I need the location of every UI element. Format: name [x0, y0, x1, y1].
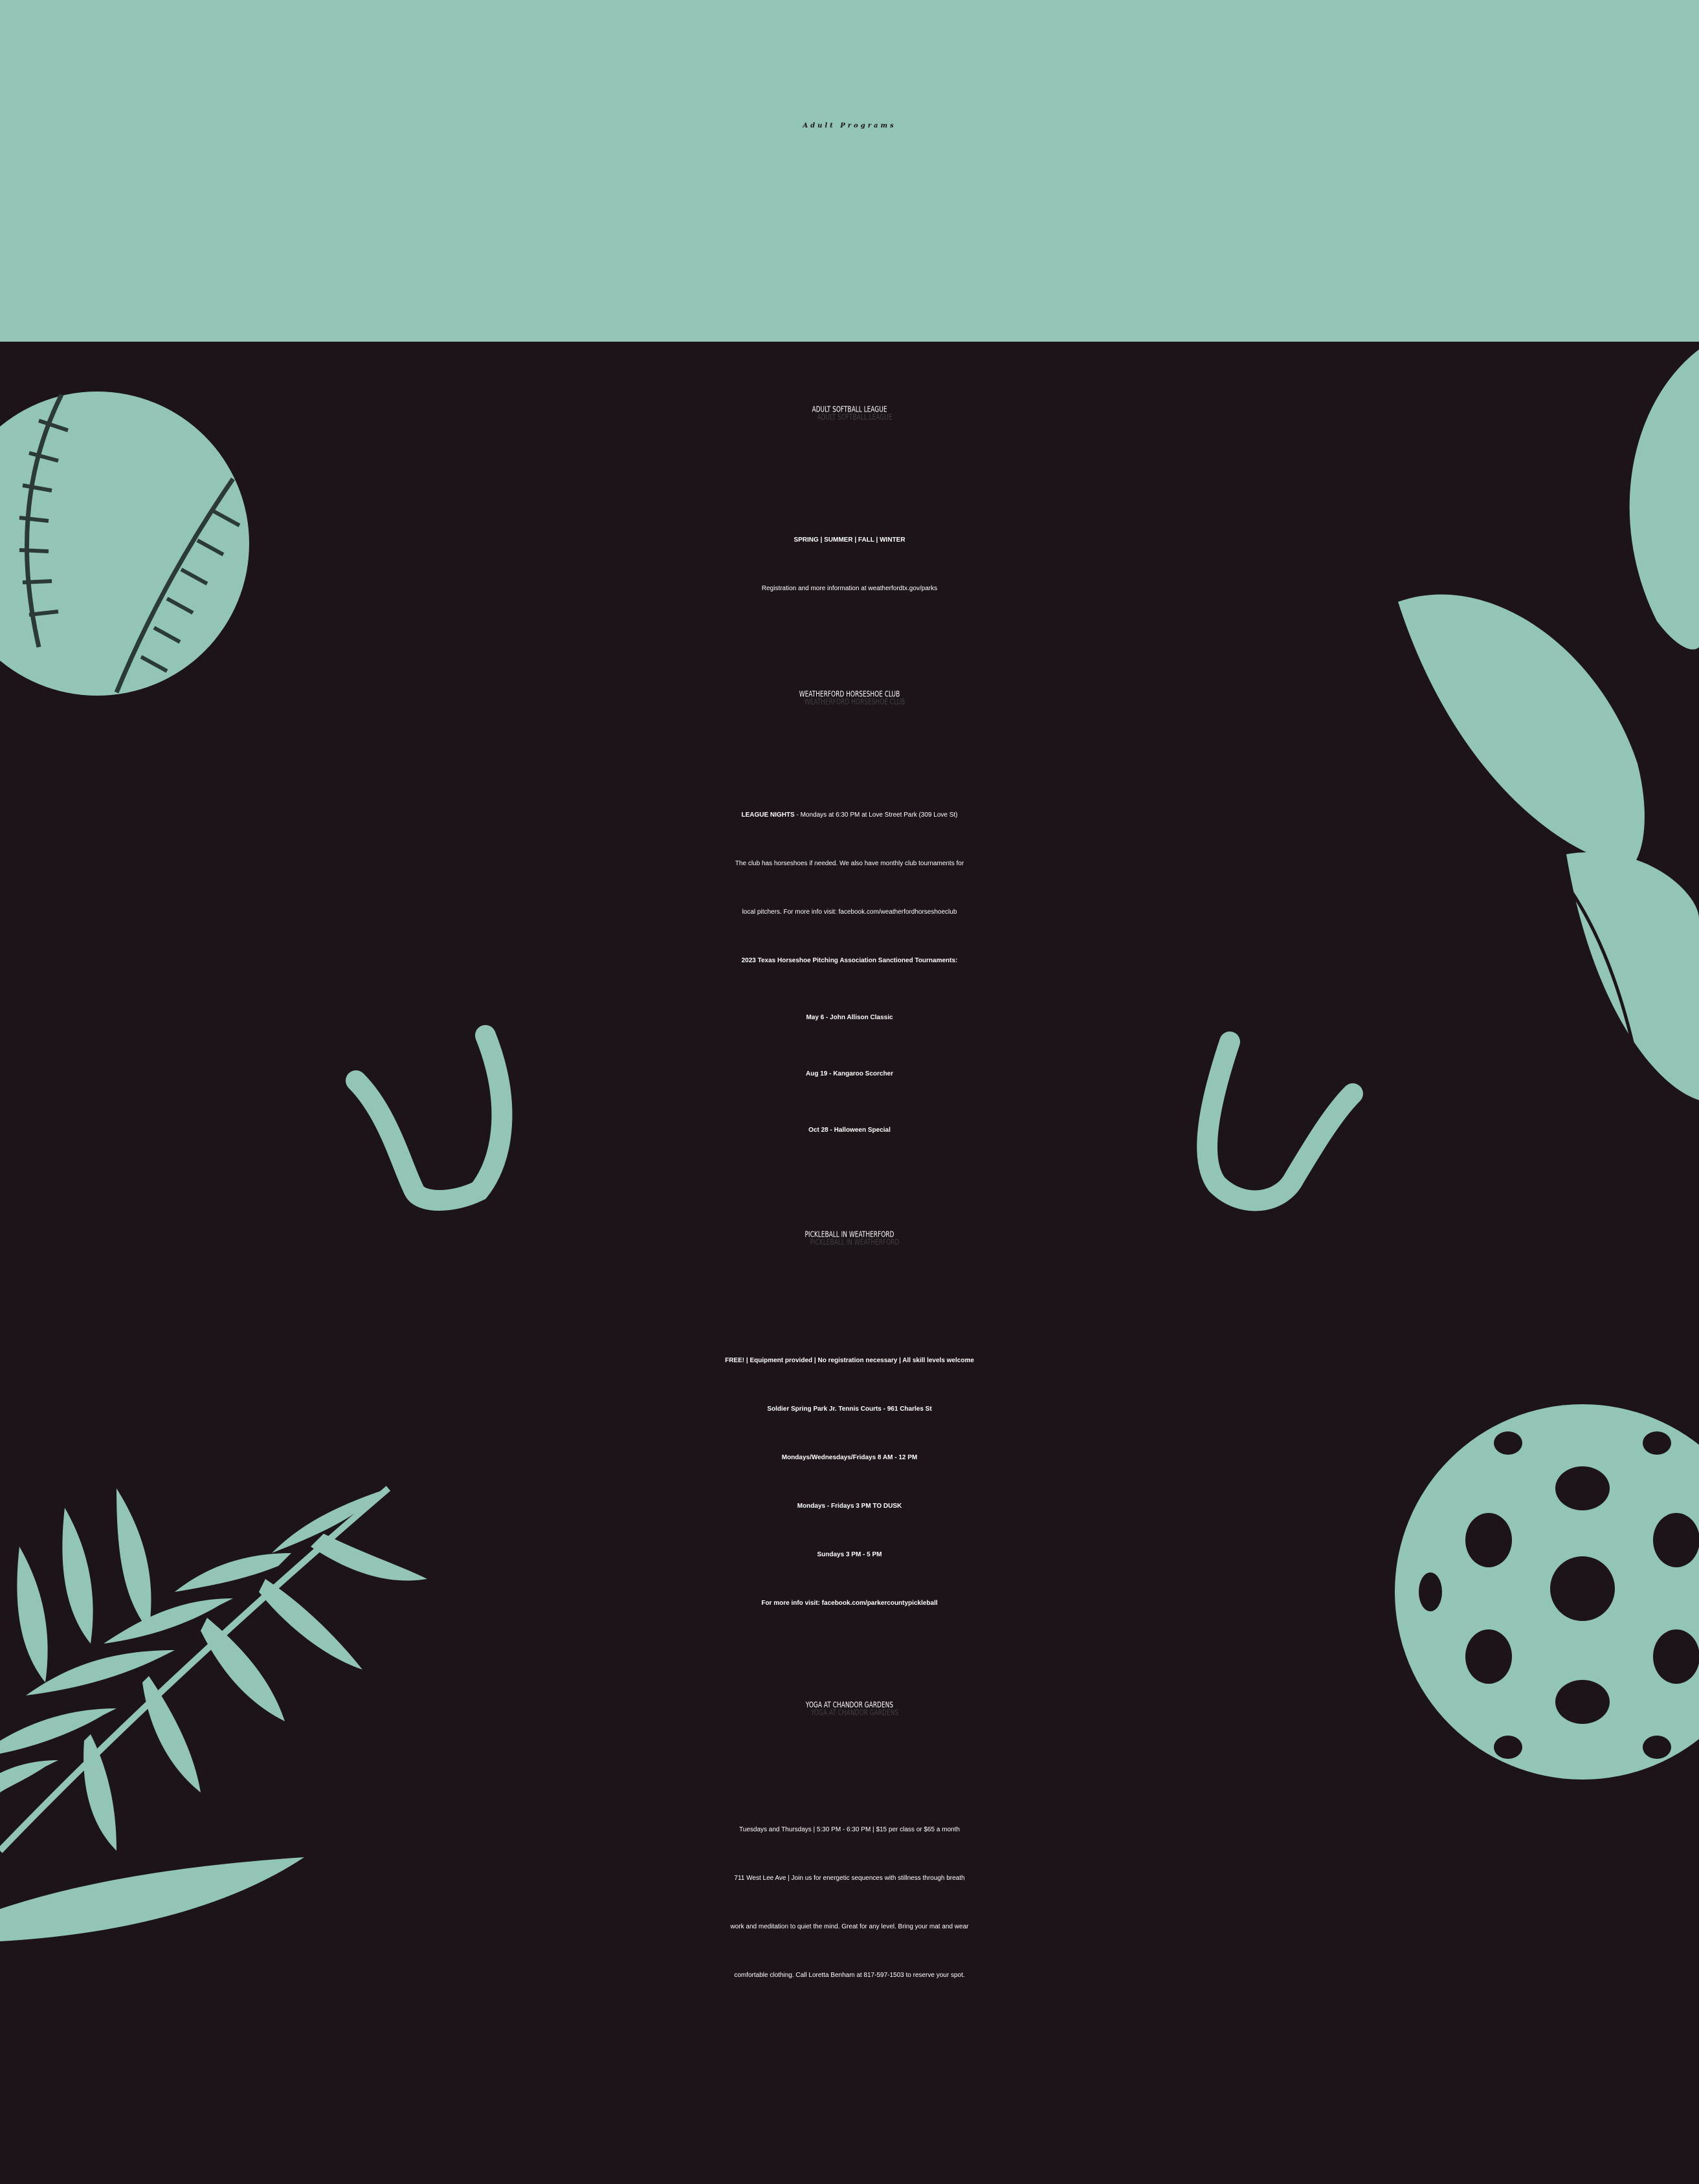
- pickleball-line: FREE! | Equipment provided | No registration necessary | All skill levels welcome: [725, 1357, 974, 1364]
- page-title: Adult Programs: [803, 122, 896, 129]
- softball-heading: ADULT SOFTBALL LEAGUE: [812, 405, 887, 415]
- yoga-line: comfortable clothing. Call Loretta Benham at 817-597-1503 to reserve your spot.: [734, 1972, 965, 1979]
- horseshoe-league-nights: [0, 812, 1699, 819]
- horseshoe-info-line: The club has horseshoes if needed. We also have monthly club tournaments for: [735, 860, 964, 867]
- tournament-item: Aug 19 - Kangaroo Scorcher: [805, 1070, 894, 1077]
- horseshoe-icon: [1207, 1042, 1353, 1200]
- tournament-item: May 6 - John Allison Classic: [806, 1014, 893, 1021]
- horseshoe-info-line: local pitchers. For more info visit: facebook.com/weatherfordhorseshoeclub: [742, 909, 957, 916]
- softball-registration: Registration and more information at weatherfordtx.gov/parks: [761, 585, 938, 592]
- league-nights-label: LEAGUE NIGHTS: [741, 811, 795, 819]
- pickleball-line: For more info visit: facebook.com/parkercountypickleball: [761, 1600, 938, 1607]
- leaf-icon: [1398, 349, 1699, 1100]
- pickleball-heading: PICKLEBALL IN WEATHERFORD: [805, 1230, 894, 1240]
- pickleball-line: Soldier Spring Park Jr. Tennis Courts - 961 Charles St: [767, 1406, 932, 1413]
- yoga-line: Tuesdays and Thursdays | 5:30 PM - 6:30 PM | $15 per class or $65 a month: [739, 1826, 960, 1833]
- softball-icon: [0, 392, 249, 696]
- yoga-line: work and meditation to quiet the mind. Great for any level. Bring your mat and wear: [730, 1923, 969, 1930]
- pickleball-line: Sundays 3 PM - 5 PM: [817, 1551, 882, 1558]
- league-nights-text: - Mondays at 6:30 PM at Love Street Park (309 Love St): [794, 811, 958, 819]
- horseshoe-icon: [356, 1035, 502, 1200]
- yoga-line: 711 West Lee Ave | Join us for energetic sequences with stillness through breath: [734, 1875, 965, 1882]
- horseshoe-heading: WEATHERFORD HORSESHOE CLUB: [799, 690, 900, 700]
- pickleball-line: Mondays/Wednesdays/Fridays 8 AM - 12 PM: [781, 1454, 918, 1461]
- softball-seasons: SPRING | SUMMER | FALL | WINTER: [794, 536, 905, 544]
- tournaments-heading: 2023 Texas Horseshoe Pitching Association Sanctioned Tournaments:: [741, 957, 958, 964]
- yoga-heading: YOGA AT CHANDOR GARDENS: [805, 1701, 894, 1710]
- pickleball-line: Mondays - Fridays 3 PM TO DUSK: [797, 1503, 902, 1510]
- tournament-item: Oct 28 - Halloween Special: [808, 1127, 891, 1134]
